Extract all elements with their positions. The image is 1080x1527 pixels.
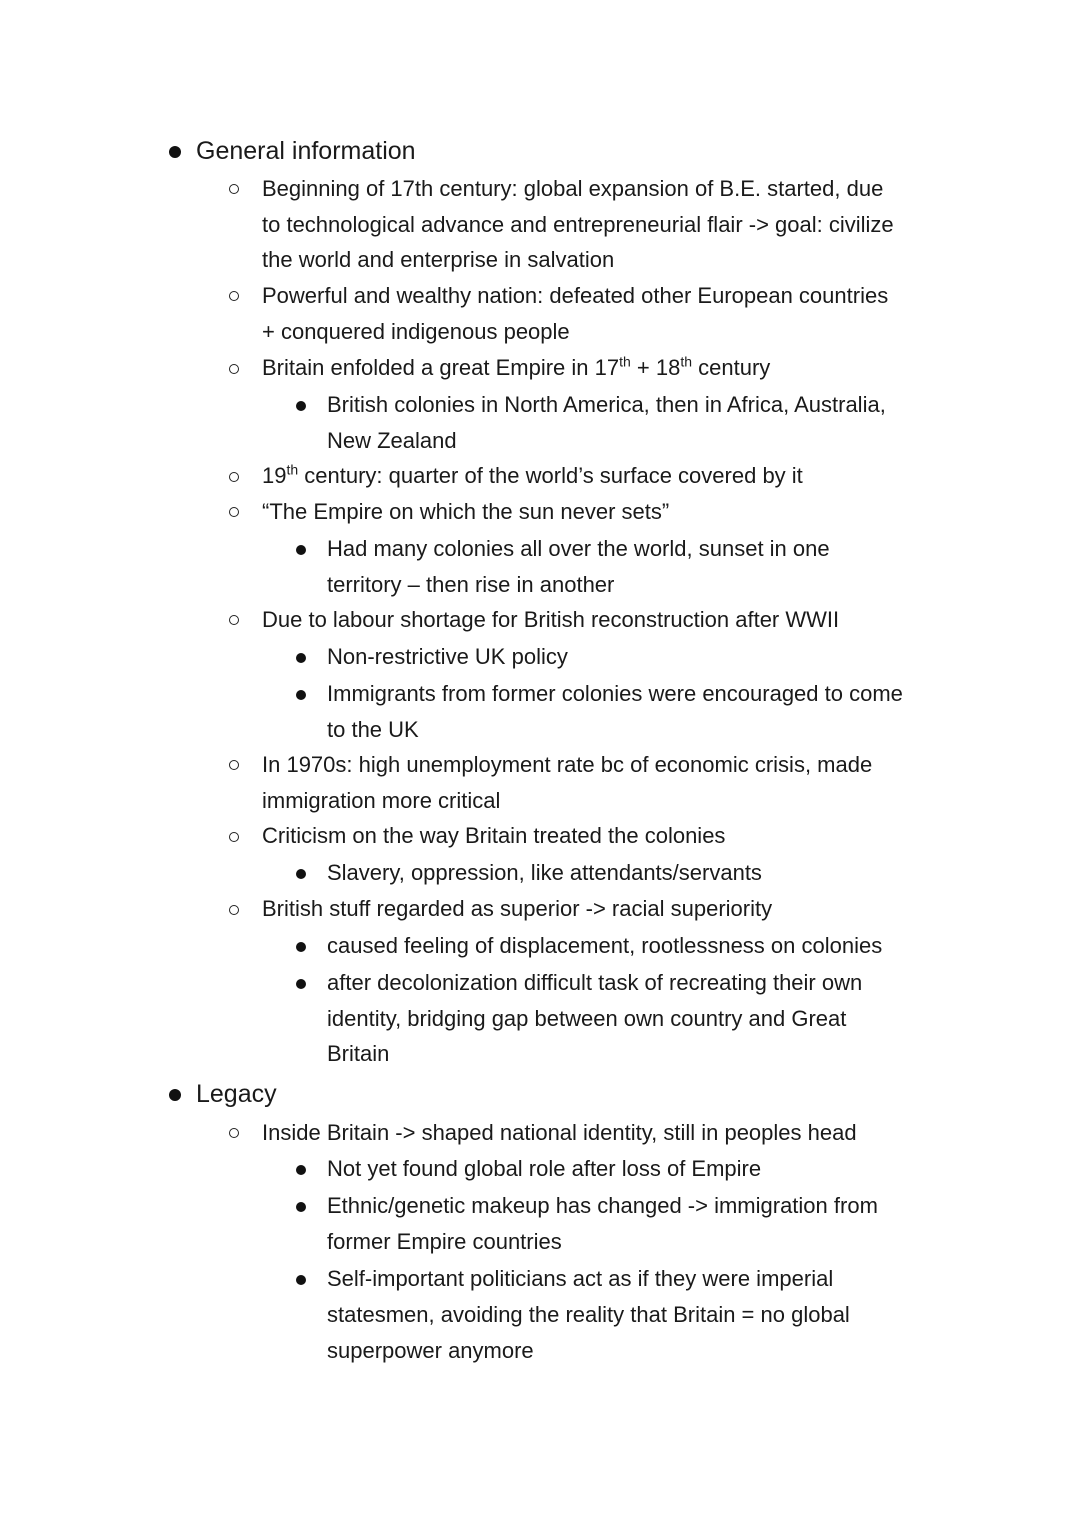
section-heading-general: General information <box>196 137 416 165</box>
text-part: 19 <box>262 463 287 488</box>
item-text: to technological advance and entrepreneurial flair -> goal: civilize <box>262 212 894 237</box>
subitem-text: territory – then rise in another <box>327 572 615 597</box>
item-text: “The Empire on which the sun never sets” <box>262 499 670 524</box>
item-text: Powerful and wealthy nation: defeated other European countries <box>262 283 889 308</box>
superscript: th <box>619 353 631 370</box>
bullet-filled-icon <box>296 942 306 952</box>
subitem-text: after decolonization difficult task of recreating their own <box>327 970 863 995</box>
bullet-filled-icon <box>169 146 181 158</box>
subitem-text: superpower anymore <box>327 1338 534 1363</box>
subitem-text: Ethnic/genetic makeup has changed -> immigration from <box>327 1193 878 1218</box>
subitem-text: British colonies in North America, then in Africa, Australia, <box>327 392 886 417</box>
subitem-text: Immigrants from former colonies were encouraged to come <box>327 681 903 706</box>
bullet-hollow-icon <box>229 364 239 374</box>
bullet-hollow-icon <box>229 615 239 625</box>
subitem-text: Not yet found global role after loss of Empire <box>327 1156 762 1181</box>
superscript: th <box>286 461 299 478</box>
subitem-text: Britain <box>327 1041 390 1066</box>
item-text: immigration more critical <box>262 788 501 813</box>
subitem-text: Self-important politicians act as if they were imperial <box>327 1266 834 1291</box>
text-part: Britain enfolded a great Empire in 17 <box>262 355 620 380</box>
bullet-filled-icon <box>296 545 306 555</box>
bullet-hollow-icon <box>229 507 239 517</box>
bullet-filled-icon <box>296 653 306 663</box>
text-part: century <box>692 355 771 380</box>
bullet-filled-icon <box>296 1165 306 1175</box>
superscript: th <box>680 353 693 370</box>
bullet-hollow-icon <box>229 472 239 482</box>
item-text: + conquered indigenous people <box>262 319 570 344</box>
bullet-hollow-icon <box>229 184 239 194</box>
subitem-text: Non-restrictive UK policy <box>327 644 568 669</box>
item-text: Due to labour shortage for British reconstruction after WWII <box>262 607 840 632</box>
bullet-filled-icon <box>169 1089 181 1101</box>
bullet-filled-icon <box>296 690 306 700</box>
text-part: + 18 <box>630 355 681 380</box>
bullet-filled-icon <box>296 1275 306 1285</box>
subitem-text: New Zealand <box>327 428 457 453</box>
text-part: century: quarter of the world’s surface covered by it <box>298 463 803 488</box>
item-text: British stuff regarded as superior -> racial superiority <box>262 896 773 921</box>
bullet-filled-icon <box>296 979 306 989</box>
item-text: Inside Britain -> shaped national identity, still in peoples head <box>262 1120 857 1145</box>
subitem-text: to the UK <box>327 717 419 742</box>
subitem-text: statesmen, avoiding the reality that Britain = no global <box>327 1302 850 1327</box>
item-text: the world and enterprise in salvation <box>262 247 615 272</box>
bullet-hollow-icon <box>229 832 239 842</box>
item-text: In 1970s: high unemployment rate bc of economic crisis, made <box>262 752 873 777</box>
bullet-filled-icon <box>296 401 306 411</box>
bullet-hollow-icon <box>229 1128 239 1138</box>
bullet-hollow-icon <box>229 905 239 915</box>
section-heading-legacy: Legacy <box>196 1080 277 1108</box>
bullet-filled-icon <box>296 869 306 879</box>
bullet-hollow-icon <box>229 291 239 301</box>
subitem-text: Slavery, oppression, like attendants/servants <box>327 860 762 885</box>
bullet-hollow-icon <box>229 760 239 770</box>
subitem-text: Had many colonies all over the world, sunset in one <box>327 536 830 561</box>
item-text: Beginning of 17th century: global expansion of B.E. started, due <box>262 176 884 201</box>
subitem-text: former Empire countries <box>327 1229 562 1254</box>
subitem-text: identity, bridging gap between own country and Great <box>327 1006 847 1031</box>
subitem-text: caused feeling of displacement, rootlessness on colonies <box>327 933 883 958</box>
item-text <box>262 458 803 494</box>
item-text <box>262 350 770 386</box>
item-text: Criticism on the way Britain treated the colonies <box>262 823 726 848</box>
bullet-filled-icon <box>296 1202 306 1212</box>
